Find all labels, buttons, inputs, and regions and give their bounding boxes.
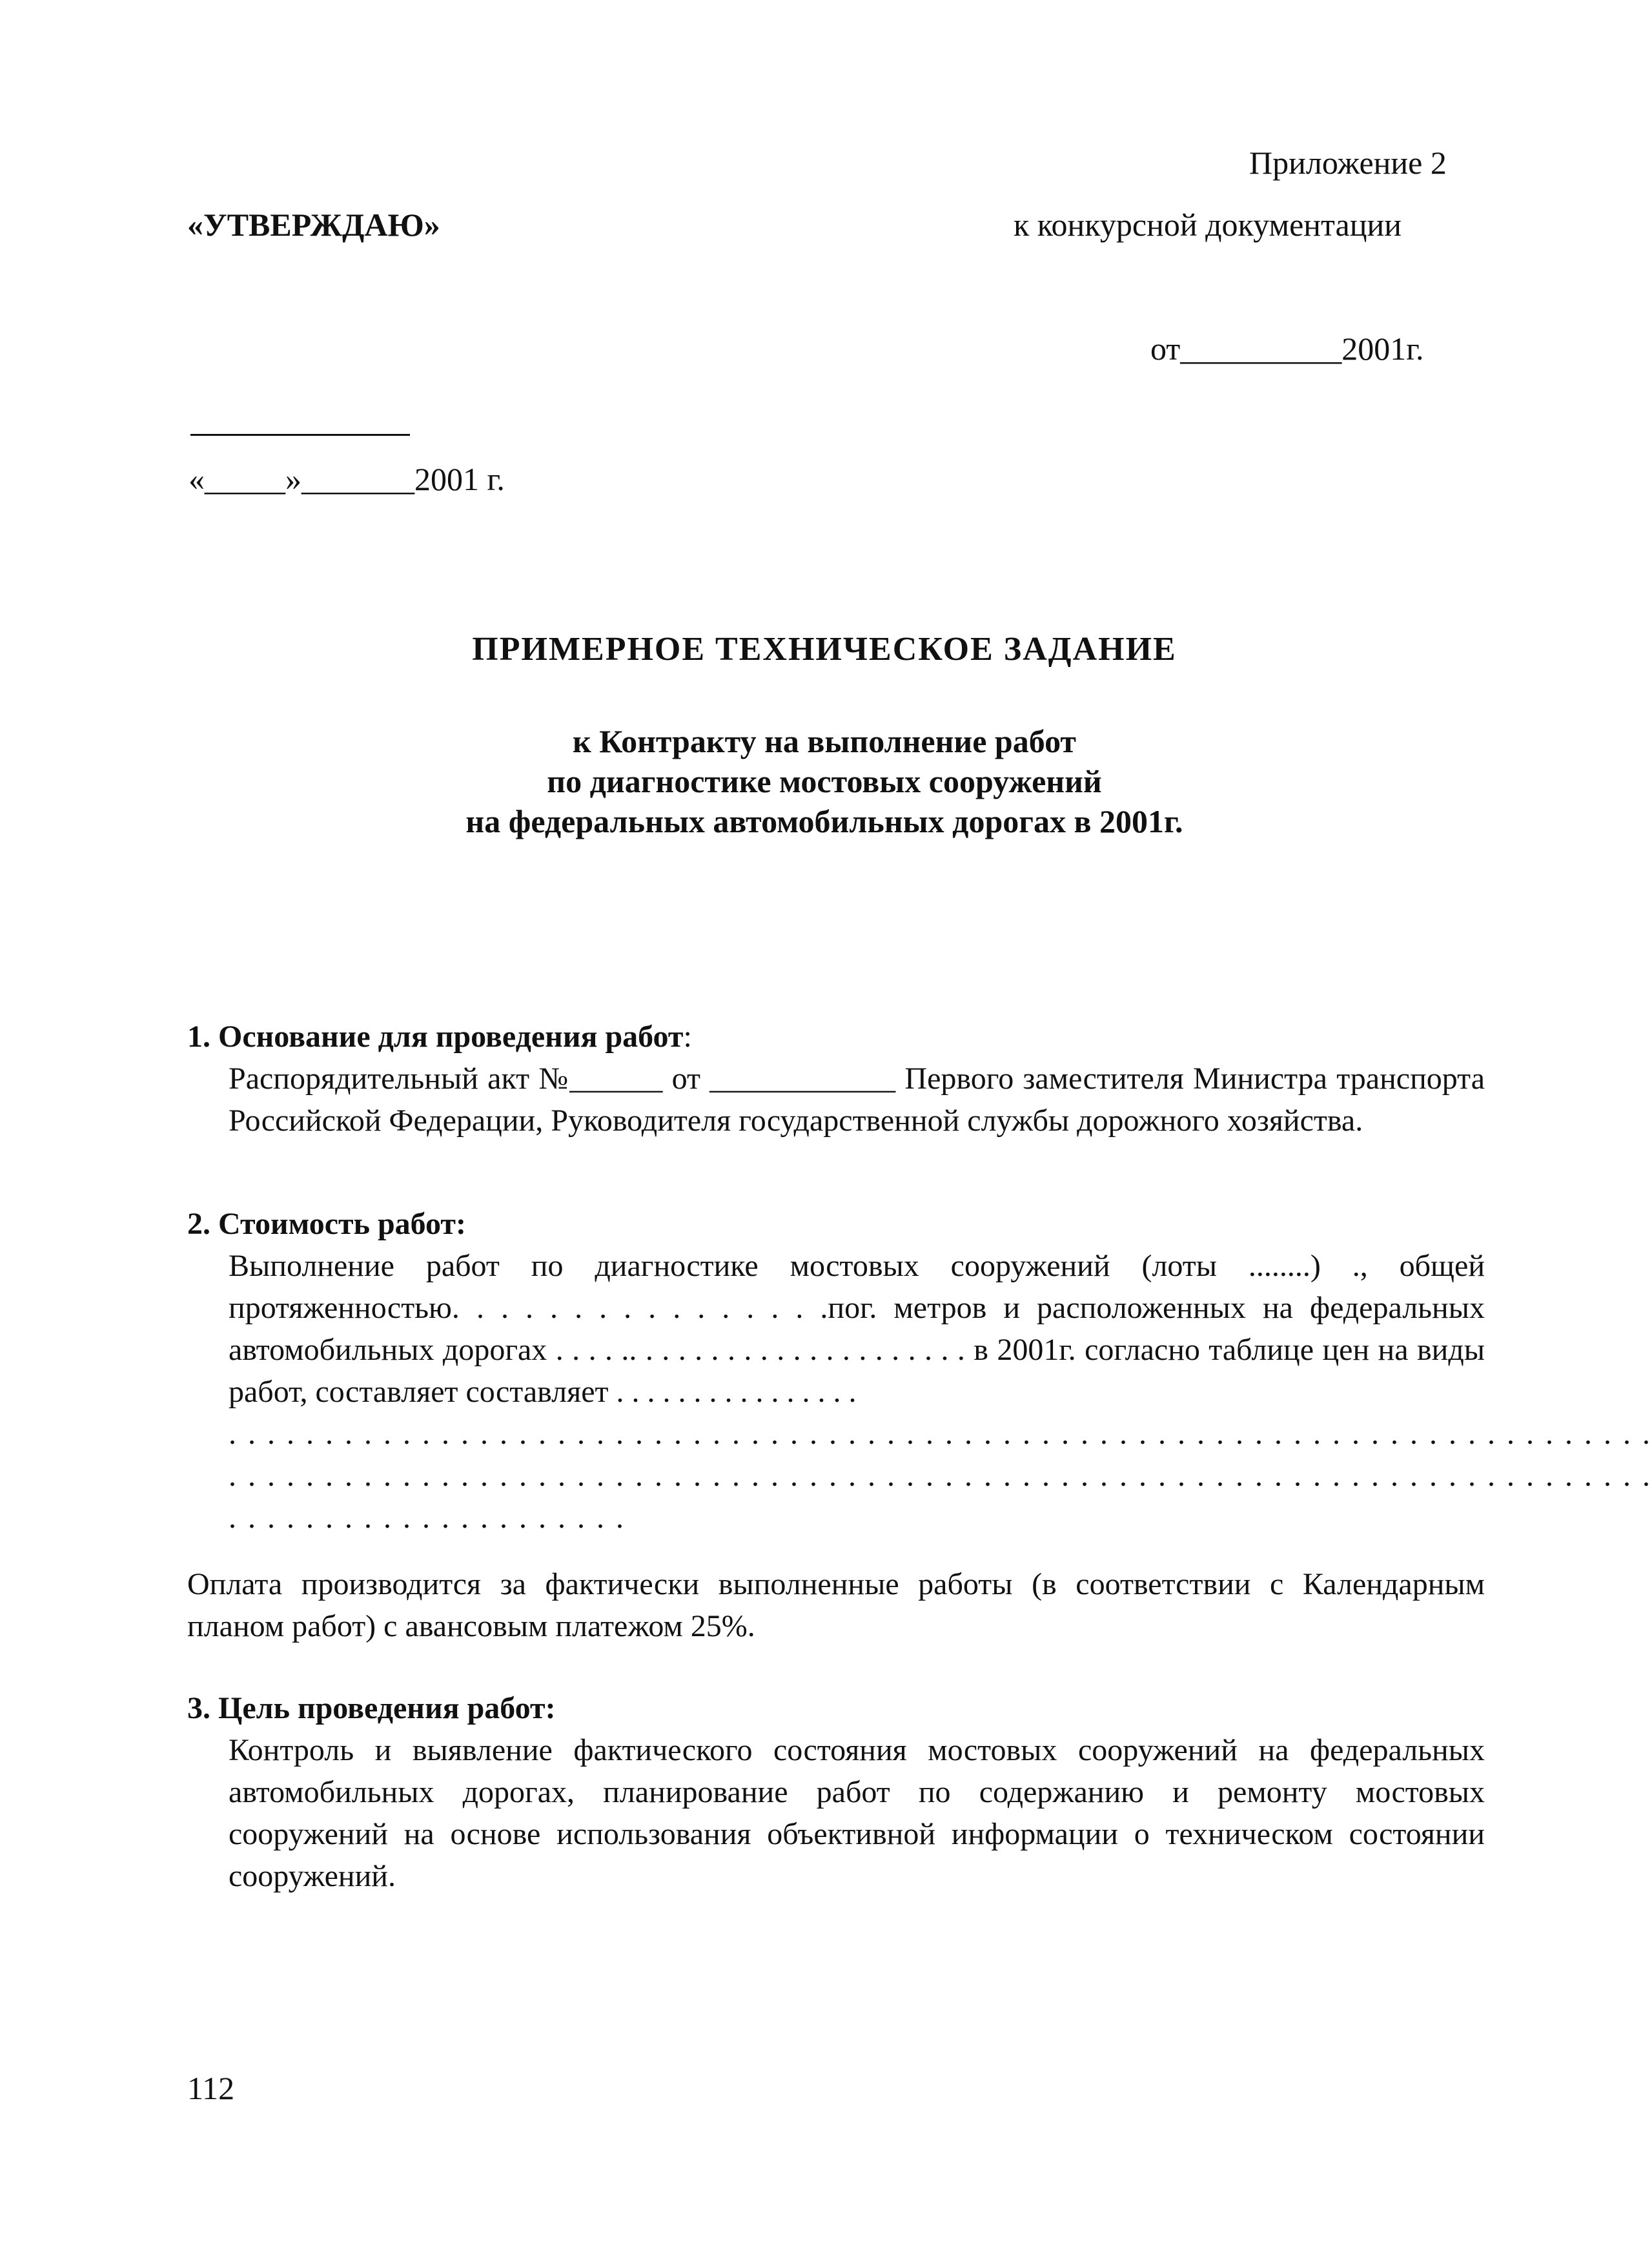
- section-cost-heading: 2. Стоимость работ:: [187, 1207, 466, 1241]
- subtitle-line-2: по диагностике мостовых сооружений: [547, 763, 1102, 799]
- section-cost-dot-line-3: . . . . . . . . . . . . . . . . . . . . .: [229, 1501, 626, 1535]
- section-basis-heading: [187, 1016, 1485, 1058]
- signature-line: [190, 434, 410, 436]
- document-subtitle: [0, 721, 1649, 841]
- section-goal: [187, 1687, 1485, 1897]
- competition-docs-label: к конкурсной документации: [1014, 207, 1402, 243]
- section-basis-heading-text: 1. Основание для проведения работ: [187, 1020, 684, 1054]
- approval-date: «_____»_______2001 г.: [189, 461, 505, 497]
- document-title: ПРИМЕРНОЕ ТЕХНИЧЕСКОЕ ЗАДАНИЕ: [472, 631, 1177, 668]
- section-cost-dot-line-2: . . . . . . . . . . . . . . . . . . . . . . . . . . . . . . . . . . . . . . . . . . . . . . . . . . . . . . . . . . . . . . . . . . . . . . . . . .: [229, 1459, 1652, 1493]
- section-goal-heading: 3. Цель проведения работ:: [187, 1691, 556, 1725]
- approve-label: «УТВЕРЖДАЮ»: [187, 207, 440, 243]
- page-number: 112: [187, 2070, 235, 2106]
- subtitle-line-3: на федеральных автомобильных дорогах в 2001г.: [465, 803, 1183, 839]
- appendix-label: Приложение 2: [1249, 145, 1447, 181]
- section-cost-dot-line-1: . . . . . . . . . . . . . . . . . . . . . . . . . . . . . . . . . . . . . . . . . . . . . . . . . . . . . . . . . . . . . . . . . . . . . . . . . .: [229, 1417, 1652, 1451]
- payment-terms: Оплата производится за фактически выполненные работы (в соответствии с Календарным планом работ) с авансовым платежом 25%.: [187, 1567, 1485, 1643]
- section-basis: [187, 1016, 1485, 1142]
- section-cost: [187, 1203, 1652, 1647]
- section-basis-text: Распорядительный акт №______ от ____________ Первого заместителя Министра транспорта Российской Федерации, Руководителя государственной службы дорожного хозяйства.: [229, 1062, 1485, 1138]
- section-basis-heading-colon: :: [683, 1020, 692, 1054]
- document-date: от__________2001г.: [1150, 331, 1424, 367]
- section-cost-text: Выполнение работ по диагностике мостовых сооружений (лоты ........) ., общей протяженностью. . . . . . . . . . . . . . . .пог. метров и расположенных на федеральных автомобильных дорогах . . . . .. . . . . . . . . . . . . . . . . . . . . в 2001г. согласно таблице цен на виды работ, составляет составляет . . . . . . . . . . . . . . . .: [229, 1249, 1485, 1409]
- subtitle-line-1: к Контракту на выполнение работ: [573, 723, 1076, 759]
- section-goal-text: Контроль и выявление фактического состояния мостовых сооружений на федеральных автомобильных дорогах, планирование работ по содержанию и ремонту мостовых сооружений на основе использования объективной информации о техническом состоянии сооружений.: [229, 1733, 1485, 1893]
